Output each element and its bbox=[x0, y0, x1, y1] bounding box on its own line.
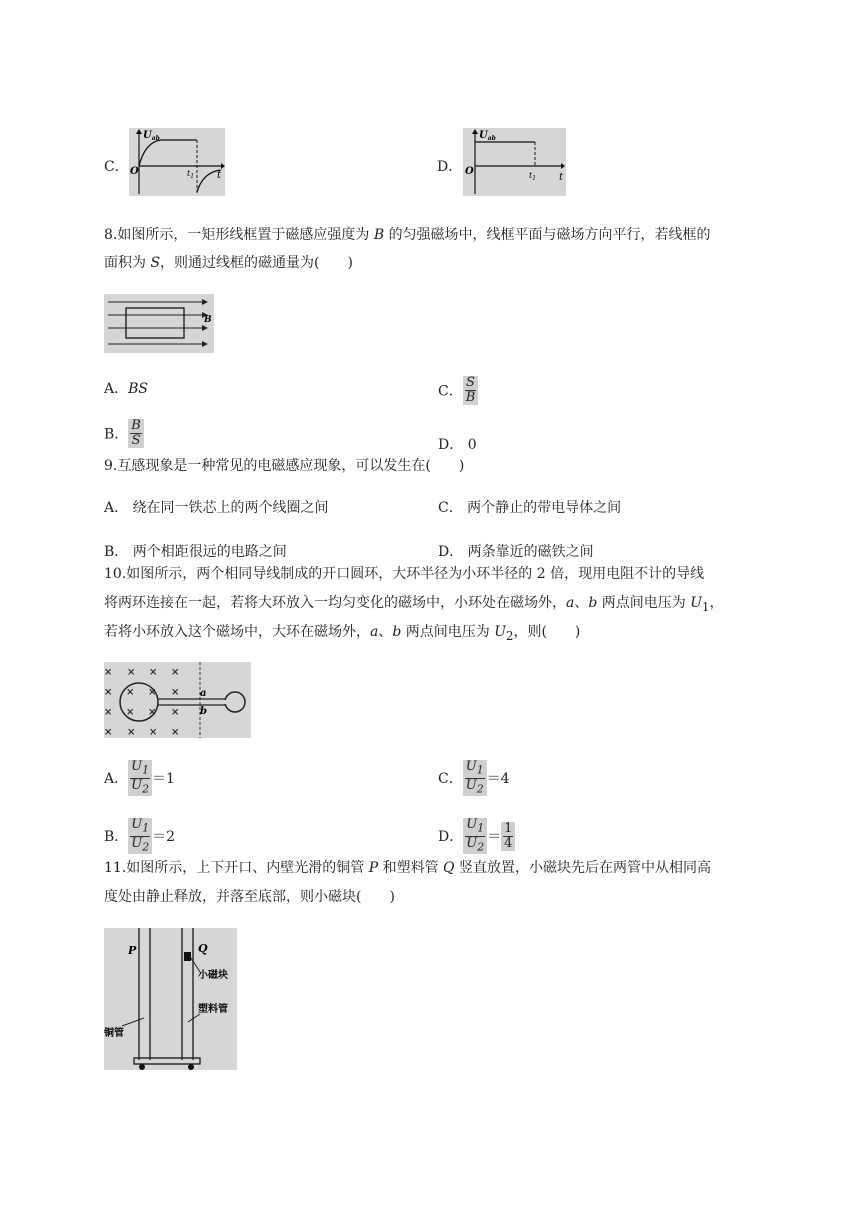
q11-stem-line1: 11.如图所示，上下开口、内壁光滑的铜管 P 和塑料管 Q 竖直放置，小磁块先后在两管中从相同高 bbox=[104, 860, 711, 876]
q7c-t1: t bbox=[187, 169, 191, 178]
svg-text:×: × bbox=[127, 667, 136, 678]
q8-option-c-fraction: $\frac{S}{B}$ bbox=[463, 376, 479, 405]
svg-text:×: × bbox=[171, 707, 180, 718]
svg-text:Uab bbox=[479, 130, 496, 142]
svg-text:×: × bbox=[126, 707, 135, 718]
q8-option-a: A．BS bbox=[104, 381, 149, 397]
q7c-origin: O bbox=[130, 166, 139, 177]
q11-stem-line2: 度处由静止释放，并落至底部，则小磁块( ) bbox=[104, 889, 395, 905]
svg-text:×: × bbox=[148, 687, 157, 698]
q10-option-a: A． $\frac{U_1}{U_2}$ ＝1 bbox=[104, 759, 175, 796]
q7d-t1-sub: 1 bbox=[532, 175, 537, 182]
q7-option-c-graph bbox=[129, 128, 225, 196]
q7d-t1: t bbox=[529, 171, 533, 180]
svg-text:t1 bbox=[529, 171, 536, 182]
q7-option-c-label: C． bbox=[104, 159, 129, 175]
q9-option-a: A． 绕在同一铁芯上的两个线圈之间 bbox=[104, 500, 329, 516]
q10-stem-line2: 将两环连接在一起，若将大环放入一均匀变化的磁场中，小环处在磁场外，a、b 两点间电压为 $U_1$， bbox=[104, 595, 724, 614]
q9-option-b: B． 两个相距很远的电路之间 bbox=[104, 544, 287, 560]
q8-option-b-fraction: $\frac{B}{S}$ bbox=[128, 419, 144, 448]
svg-text:×: × bbox=[149, 667, 158, 678]
q8-stem-line2: 面积为 S，则通过线框的磁通量为( ) bbox=[104, 255, 353, 271]
q8-figure-b-label: B bbox=[204, 315, 212, 325]
svg-text:×: × bbox=[104, 727, 113, 738]
q11-figure-label-magnet: 小磁块 bbox=[198, 970, 228, 981]
q7c-t1-sub: 1 bbox=[190, 173, 195, 180]
q11-figure-label-q: Q bbox=[198, 942, 208, 955]
q10-option-c: C． $\frac{U_1}{U_2}$ ＝4 bbox=[438, 759, 510, 796]
q7c-y-sub: ab bbox=[151, 135, 160, 142]
q9-stem: 9.互感现象是一种常见的电磁感应现象，可以发生在( ) bbox=[104, 458, 465, 474]
q10-stem-line1: 10.如图所示，两个相同导线制成的开口圆环，大环半径为小环半径的 2 倍，现用电阻不计的导线 bbox=[104, 566, 705, 582]
svg-text:t1 bbox=[187, 169, 194, 180]
q8-option-c: C． $\frac{S}{B}$ bbox=[438, 376, 478, 405]
q11-figure-tubes bbox=[104, 928, 237, 1070]
q11-figure-label-p: P bbox=[128, 944, 137, 957]
svg-text:×: × bbox=[171, 687, 180, 698]
q7c-y-label: U bbox=[143, 130, 152, 141]
q7-option-d-graph bbox=[463, 128, 566, 196]
svg-text:×: × bbox=[171, 727, 180, 738]
q10-option-b: B． $\frac{U_1}{U_2}$ ＝2 bbox=[104, 817, 176, 854]
q11-figure-label-copper: 铜管 bbox=[104, 1028, 124, 1039]
q9-option-d: D． 两条靠近的磁铁之间 bbox=[438, 544, 594, 560]
svg-text:×: × bbox=[127, 727, 136, 738]
q8-var-b: B bbox=[373, 227, 385, 243]
q10-option-b-fraction: $\frac{U_1}{U_2}$ bbox=[128, 818, 152, 854]
svg-text:×: × bbox=[126, 687, 135, 698]
q7d-t-label: t bbox=[559, 172, 564, 183]
svg-text:×: × bbox=[104, 687, 113, 698]
q10-option-d-value-fraction: $\frac{1}{4}$ bbox=[501, 822, 515, 851]
svg-text:×: × bbox=[149, 727, 158, 738]
q7-option-d-label: D． bbox=[437, 159, 463, 175]
q8-option-d: D． 0 bbox=[438, 437, 477, 453]
q8-var-s: S bbox=[150, 255, 161, 271]
q9-option-c: C． 两个静止的带电导体之间 bbox=[438, 500, 622, 516]
q10-figure-point-a: a bbox=[200, 688, 207, 699]
svg-text:×: × bbox=[171, 667, 180, 678]
q11-figure-label-plastic: 塑料管 bbox=[198, 1004, 228, 1015]
q10-figure-point-b: b bbox=[200, 706, 207, 717]
q7d-origin: O bbox=[465, 166, 474, 177]
svg-text:×: × bbox=[104, 667, 113, 678]
svg-text:Uab bbox=[143, 130, 160, 142]
svg-text:×: × bbox=[104, 707, 113, 718]
q8-figure-rect-frame bbox=[104, 294, 214, 353]
q10-option-a-fraction: $\frac{U_1}{U_2}$ bbox=[128, 760, 152, 796]
q10-option-c-fraction: $\frac{U_1}{U_2}$ bbox=[463, 760, 487, 796]
q10-option-d: D． $\frac{U_1}{U_2}$ ＝ $\frac{1}{4}$ bbox=[438, 818, 515, 854]
q10-stem-line3: 若将小环放入这个磁场中，大环在磁场外，a、b 两点间电压为 $U_2$，则( ) bbox=[104, 624, 581, 643]
q7c-t-label: t bbox=[217, 170, 222, 181]
q7d-y-label: U bbox=[479, 130, 488, 141]
q10-option-d-fraction: $\frac{U_1}{U_2}$ bbox=[463, 818, 487, 854]
svg-text:×: × bbox=[148, 707, 157, 718]
q10-figure-rings bbox=[104, 662, 251, 738]
q8-stem-line1: 8.如图所示，一矩形线框置于磁感应强度为 B 的匀强磁场中，线框平面与磁场方向平行，若线框的 bbox=[104, 227, 711, 243]
q7d-y-sub: ab bbox=[487, 135, 496, 142]
q8-option-b: B． $\frac{B}{S}$ bbox=[104, 419, 144, 448]
